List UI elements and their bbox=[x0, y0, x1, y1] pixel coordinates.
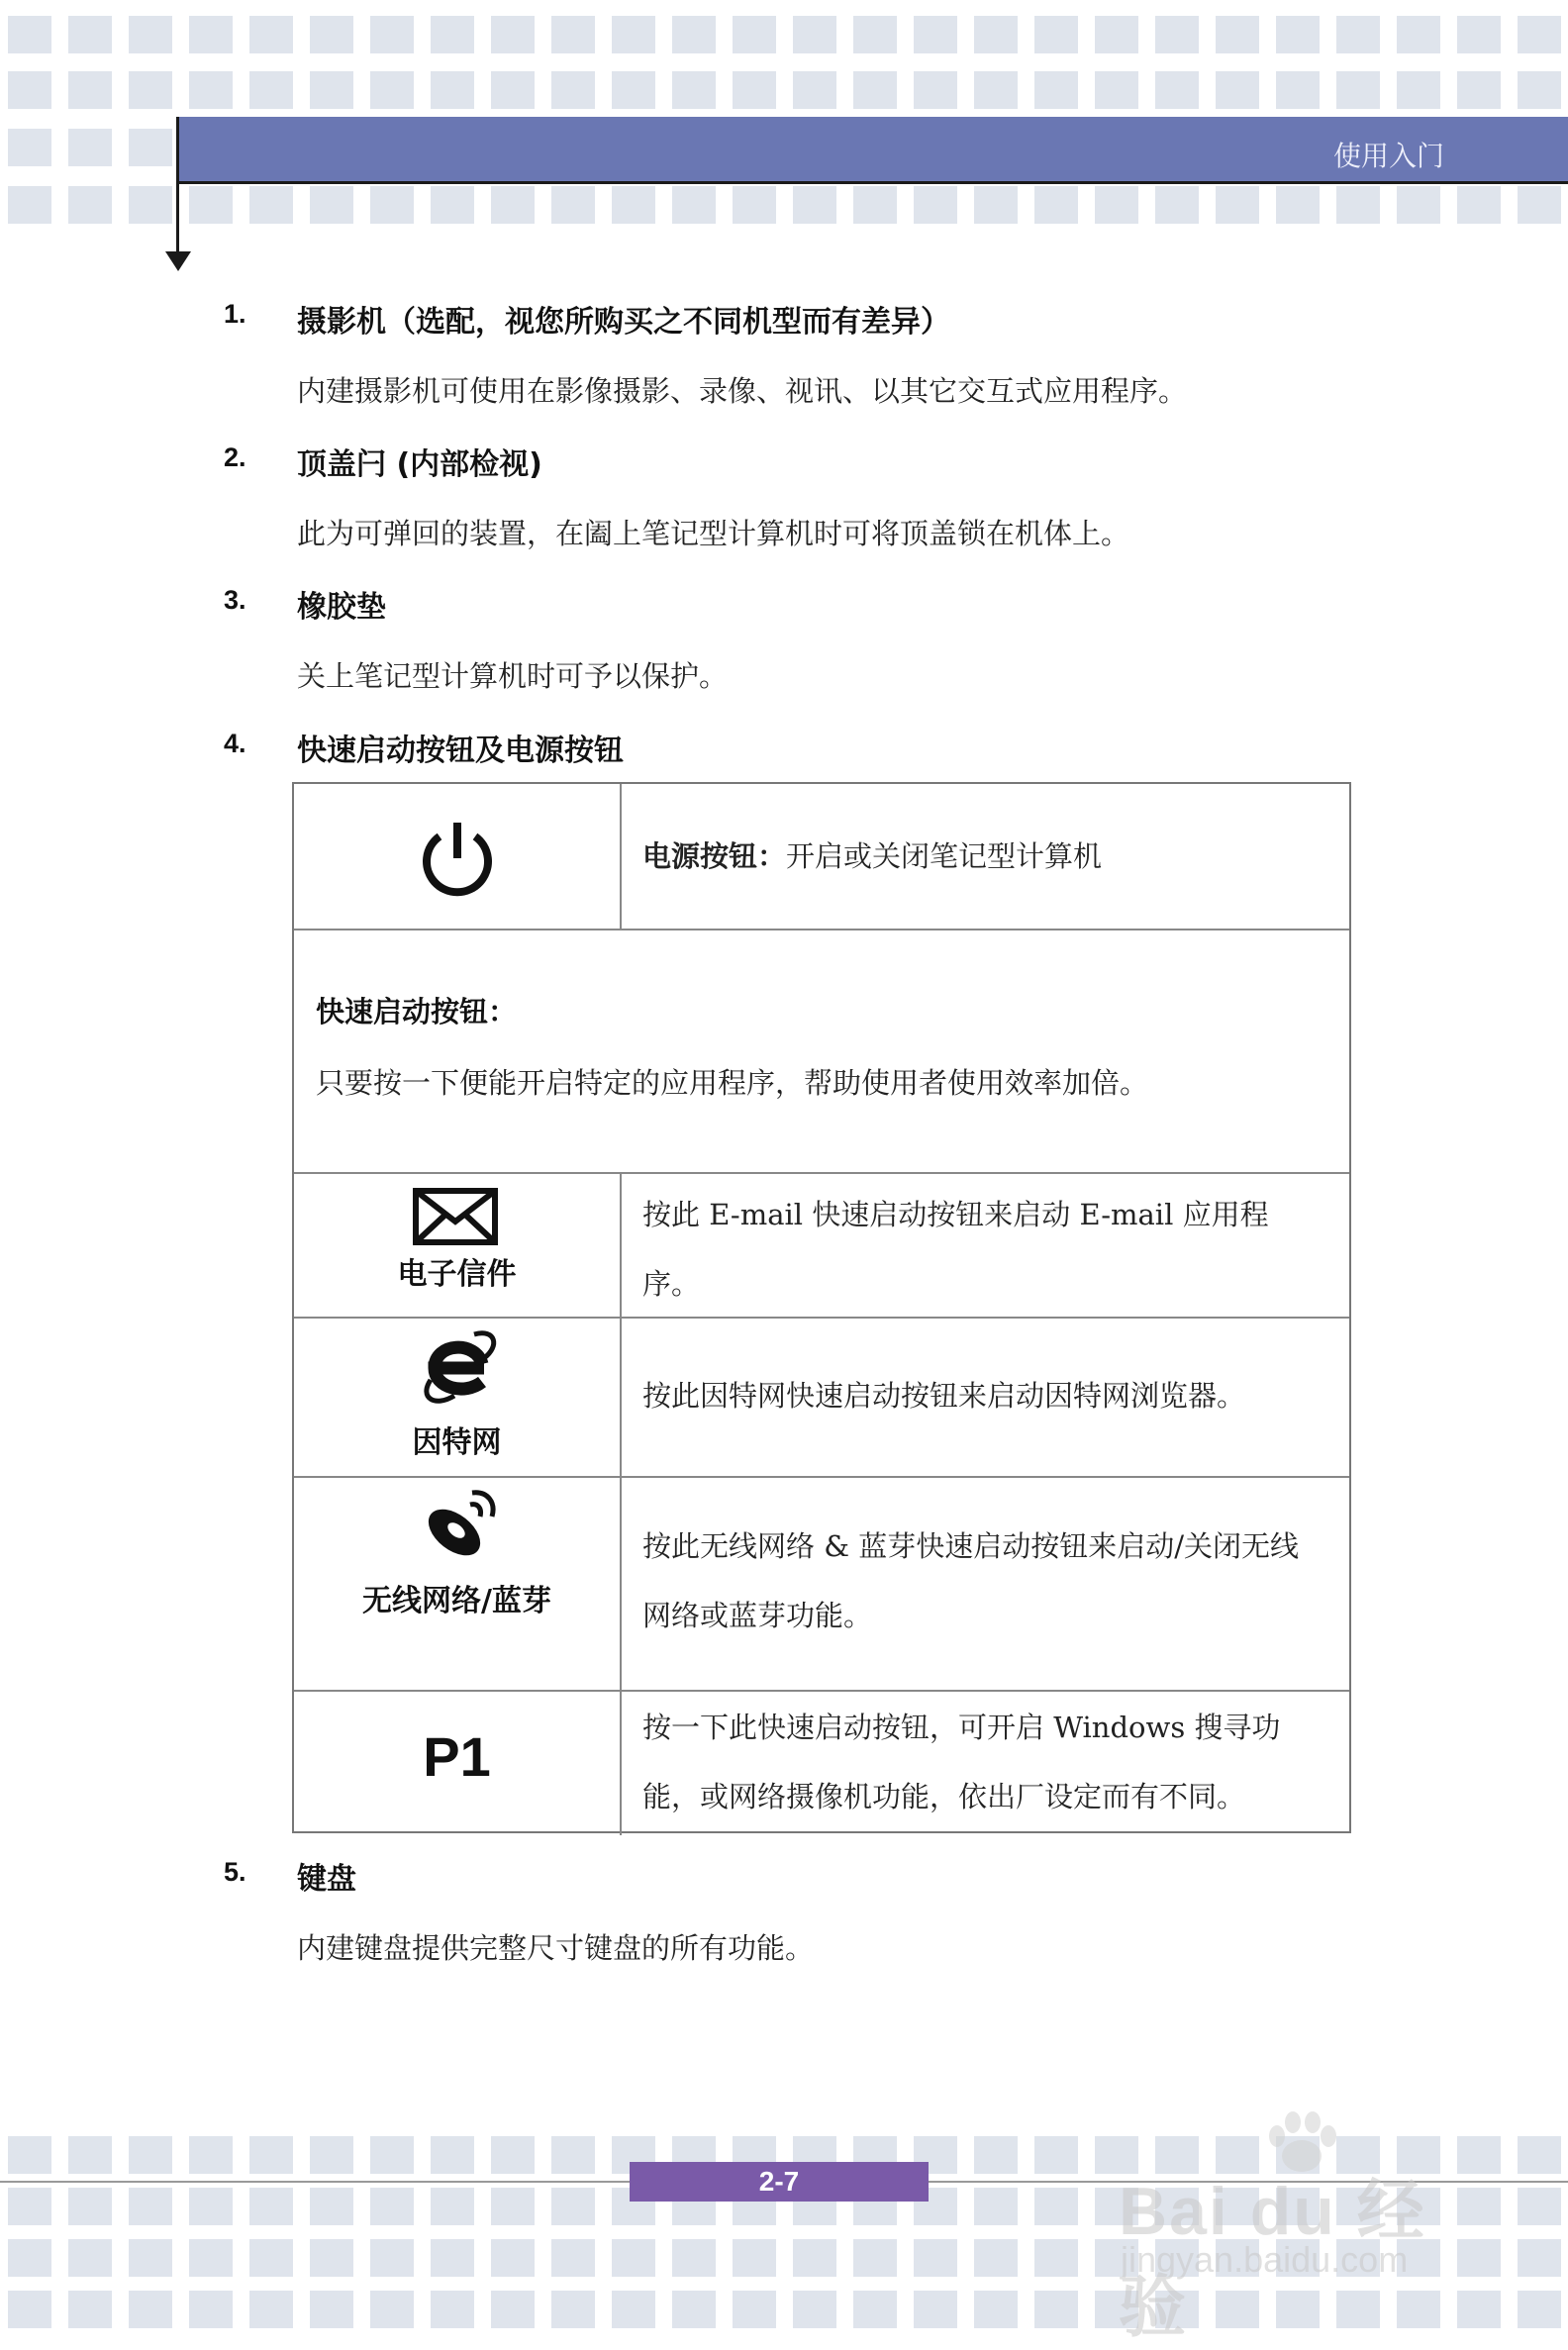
grid-square bbox=[370, 71, 414, 109]
table-divider bbox=[294, 929, 1349, 930]
grid-square bbox=[249, 2291, 293, 2328]
email-desc: 按此 E-mail 快速启动按钮来启动 E-mail 应用程序。 bbox=[642, 1198, 1269, 1301]
grid-square bbox=[853, 16, 897, 53]
grid-square bbox=[431, 16, 474, 53]
grid-square bbox=[1095, 71, 1138, 109]
grid-square bbox=[68, 2291, 112, 2328]
power-row-text bbox=[642, 822, 1320, 891]
grid-square bbox=[551, 186, 595, 224]
p1-desc: 按一下此快速启动按钮，可开启 Windows 搜寻功能，或网络摄像机功能，依出厂设定而有不同。 bbox=[642, 1711, 1281, 1813]
grid-square bbox=[1155, 16, 1199, 53]
grid-square bbox=[1034, 71, 1078, 109]
grid-square bbox=[974, 186, 1018, 224]
grid-square bbox=[491, 2239, 535, 2277]
grid-square bbox=[310, 16, 353, 53]
quick-launch-desc: 只要按一下便能开启特定的应用程序，帮助使用者使用效率加倍。 bbox=[316, 1066, 1149, 1100]
grid-square bbox=[1034, 186, 1078, 224]
power-icon bbox=[416, 817, 499, 900]
grid-square bbox=[672, 2239, 716, 2277]
grid-square bbox=[1276, 16, 1320, 53]
section-3-body: 关上笔记型计算机时可予以保护。 bbox=[297, 659, 729, 693]
grid-square bbox=[551, 71, 595, 109]
p1-icon: P1 bbox=[423, 1725, 491, 1788]
header-corner-line bbox=[176, 117, 179, 255]
table-divider bbox=[294, 1476, 1349, 1478]
grid-square bbox=[551, 2239, 595, 2277]
grid-square bbox=[1034, 2136, 1078, 2174]
grid-square bbox=[370, 2291, 414, 2328]
grid-square bbox=[1457, 16, 1501, 53]
grid-square bbox=[974, 2136, 1018, 2174]
grid-square bbox=[733, 16, 776, 53]
grid-square bbox=[129, 71, 172, 109]
table-divider bbox=[620, 784, 622, 929]
grid-square bbox=[793, 2239, 836, 2277]
section-3-number: 3. bbox=[224, 585, 246, 615]
grid-square bbox=[491, 2136, 535, 2174]
header-title: 使用入门 bbox=[1332, 140, 1444, 172]
grid-square bbox=[672, 186, 716, 224]
page-number-bar bbox=[630, 2162, 929, 2202]
grid-square bbox=[1518, 2188, 1561, 2225]
grid-square bbox=[1216, 16, 1259, 53]
grid-square bbox=[974, 2291, 1018, 2328]
grid-square bbox=[129, 2239, 172, 2277]
quick-launch-table bbox=[292, 782, 1351, 1833]
grid-square bbox=[68, 186, 112, 224]
section-5-number: 5. bbox=[224, 1857, 246, 1887]
grid-square bbox=[1336, 71, 1380, 109]
grid-square bbox=[310, 71, 353, 109]
grid-square bbox=[612, 186, 655, 224]
grid-square bbox=[974, 16, 1018, 53]
grid-square bbox=[853, 71, 897, 109]
grid-square bbox=[370, 2188, 414, 2225]
grid-square bbox=[370, 186, 414, 224]
section-1-number: 1. bbox=[224, 299, 246, 329]
grid-square bbox=[1397, 186, 1440, 224]
grid-square bbox=[793, 71, 836, 109]
grid-square bbox=[1518, 71, 1561, 109]
grid-square bbox=[189, 2291, 233, 2328]
grid-square bbox=[491, 71, 535, 109]
grid-square bbox=[129, 2291, 172, 2328]
grid-square bbox=[68, 71, 112, 109]
grid-square bbox=[249, 71, 293, 109]
wireless-label: 无线网络/蓝芽 bbox=[362, 1584, 551, 1618]
grid-square bbox=[1397, 16, 1440, 53]
watermark-brand: Bai du 经验 bbox=[1119, 2174, 1426, 2345]
grid-square bbox=[431, 186, 474, 224]
grid-square bbox=[370, 2239, 414, 2277]
grid-square bbox=[310, 2239, 353, 2277]
grid-square bbox=[249, 2136, 293, 2174]
grid-square bbox=[853, 186, 897, 224]
grid-square bbox=[68, 2239, 112, 2277]
table-divider bbox=[294, 1690, 1349, 1692]
grid-square bbox=[914, 2239, 957, 2277]
grid-square bbox=[370, 2136, 414, 2174]
grid-square bbox=[1336, 186, 1380, 224]
section-4-title: 快速启动按钮及电源按钮 bbox=[297, 734, 624, 768]
grid-square bbox=[1034, 2239, 1078, 2277]
grid-square bbox=[914, 71, 957, 109]
grid-square bbox=[310, 2136, 353, 2174]
grid-square bbox=[189, 16, 233, 53]
grid-square bbox=[249, 2188, 293, 2225]
section-4-number: 4. bbox=[224, 729, 246, 758]
grid-square bbox=[68, 2188, 112, 2225]
grid-square bbox=[914, 2291, 957, 2328]
grid-square bbox=[491, 186, 535, 224]
section-2-body: 此为可弹回的装置，在阖上笔记型计算机时可将顶盖锁在机体上。 bbox=[297, 517, 1130, 550]
grid-square bbox=[1034, 16, 1078, 53]
internet-label: 因特网 bbox=[412, 1425, 502, 1460]
grid-square bbox=[1216, 71, 1259, 109]
grid-square bbox=[8, 186, 51, 224]
internet-explorer-icon bbox=[415, 1328, 498, 1406]
grid-square bbox=[249, 2239, 293, 2277]
grid-square bbox=[1457, 186, 1501, 224]
grid-square bbox=[370, 16, 414, 53]
grid-square bbox=[431, 2239, 474, 2277]
envelope-icon bbox=[413, 1188, 498, 1245]
grid-square bbox=[733, 186, 776, 224]
grid-square bbox=[974, 2239, 1018, 2277]
grid-square bbox=[189, 186, 233, 224]
grid-square bbox=[431, 2136, 474, 2174]
grid-square bbox=[914, 186, 957, 224]
grid-square bbox=[853, 2239, 897, 2277]
table-divider bbox=[294, 1172, 1349, 1174]
grid-square bbox=[249, 186, 293, 224]
internet-desc: 按此因特网快速启动按钮来启动因特网浏览器。 bbox=[642, 1379, 1246, 1413]
grid-square bbox=[189, 2239, 233, 2277]
grid-square bbox=[68, 129, 112, 166]
section-5-body: 内建键盘提供完整尺寸键盘的所有功能。 bbox=[297, 1931, 815, 1965]
page-number: 2-7 bbox=[758, 2166, 800, 2197]
grid-square bbox=[1095, 16, 1138, 53]
grid-square bbox=[1155, 186, 1199, 224]
grid-square bbox=[1216, 186, 1259, 224]
grid-square bbox=[129, 16, 172, 53]
grid-square bbox=[1276, 186, 1320, 224]
grid-square bbox=[733, 2291, 776, 2328]
grid-square bbox=[8, 2188, 51, 2225]
power-row-desc: 开启或关闭笔记型计算机 bbox=[786, 839, 1103, 873]
grid-square bbox=[1336, 16, 1380, 53]
grid-square bbox=[1518, 186, 1561, 224]
grid-square bbox=[491, 16, 535, 53]
grid-square bbox=[672, 71, 716, 109]
grid-square bbox=[974, 71, 1018, 109]
section-3-title: 橡胶垫 bbox=[297, 590, 386, 625]
grid-square bbox=[1518, 2239, 1561, 2277]
grid-square bbox=[551, 2291, 595, 2328]
down-arrow-icon bbox=[165, 251, 191, 271]
grid-square bbox=[8, 2239, 51, 2277]
grid-square bbox=[612, 2239, 655, 2277]
grid-square bbox=[1034, 2291, 1078, 2328]
section-2-title: 顶盖闩 (内部检视) bbox=[297, 447, 542, 482]
grid-square bbox=[8, 2291, 51, 2328]
grid-square bbox=[1518, 2291, 1561, 2328]
grid-square bbox=[431, 71, 474, 109]
grid-square bbox=[491, 2291, 535, 2328]
grid-square bbox=[672, 16, 716, 53]
grid-square bbox=[68, 16, 112, 53]
grid-square bbox=[612, 16, 655, 53]
grid-square bbox=[310, 2188, 353, 2225]
grid-square bbox=[1397, 71, 1440, 109]
section-2-number: 2. bbox=[224, 442, 246, 472]
grid-square bbox=[914, 16, 957, 53]
grid-square bbox=[1518, 16, 1561, 53]
grid-square bbox=[612, 71, 655, 109]
watermark-url: jingyan.baidu.com bbox=[1121, 2239, 1409, 2280]
grid-square bbox=[793, 186, 836, 224]
grid-square bbox=[1155, 71, 1199, 109]
grid-square bbox=[1457, 71, 1501, 109]
section-1-body: 内建摄影机可使用在影像摄影、录像、视讯、以其它交互式应用程序。 bbox=[297, 374, 1188, 408]
grid-square bbox=[551, 2188, 595, 2225]
grid-square bbox=[733, 2239, 776, 2277]
grid-square bbox=[1276, 71, 1320, 109]
grid-square bbox=[129, 2188, 172, 2225]
grid-square bbox=[551, 2136, 595, 2174]
grid-square bbox=[793, 16, 836, 53]
header-bar bbox=[176, 117, 1568, 184]
grid-square bbox=[431, 2291, 474, 2328]
grid-square bbox=[551, 16, 595, 53]
grid-square bbox=[8, 129, 51, 166]
grid-square bbox=[853, 2291, 897, 2328]
grid-square bbox=[189, 2136, 233, 2174]
quick-launch-heading: 快速启动按钮： bbox=[316, 995, 518, 1028]
grid-square bbox=[491, 2188, 535, 2225]
grid-square bbox=[612, 2291, 655, 2328]
grid-square bbox=[129, 2136, 172, 2174]
grid-square bbox=[189, 2188, 233, 2225]
grid-square bbox=[189, 71, 233, 109]
watermark bbox=[1109, 2108, 1485, 2345]
wireless-desc: 按此无线网络 & 蓝芽快速启动按钮来启动/关闭无线网络或蓝芽功能。 bbox=[642, 1529, 1300, 1632]
grid-square bbox=[310, 2291, 353, 2328]
email-label: 电子信件 bbox=[397, 1257, 517, 1292]
grid-square bbox=[8, 2136, 51, 2174]
table-divider bbox=[620, 1172, 622, 1835]
section-5-title: 键盘 bbox=[297, 1862, 356, 1897]
grid-square bbox=[793, 2291, 836, 2328]
grid-square bbox=[1518, 2136, 1561, 2174]
wireless-icon bbox=[419, 1487, 498, 1566]
section-1-title: 摄影机（选配，视您所购买之不同机型而有差异） bbox=[297, 305, 950, 340]
power-row-label: 电源按钮： bbox=[642, 839, 787, 873]
grid-square bbox=[431, 2188, 474, 2225]
grid-square bbox=[68, 2136, 112, 2174]
grid-square bbox=[974, 2188, 1018, 2225]
grid-square bbox=[1095, 186, 1138, 224]
grid-square bbox=[672, 2291, 716, 2328]
grid-square bbox=[8, 71, 51, 109]
grid-square bbox=[8, 16, 51, 53]
grid-square bbox=[129, 186, 172, 224]
grid-square bbox=[129, 129, 172, 166]
grid-square bbox=[733, 71, 776, 109]
grid-square bbox=[310, 186, 353, 224]
grid-square bbox=[249, 16, 293, 53]
grid-square bbox=[1034, 2188, 1078, 2225]
